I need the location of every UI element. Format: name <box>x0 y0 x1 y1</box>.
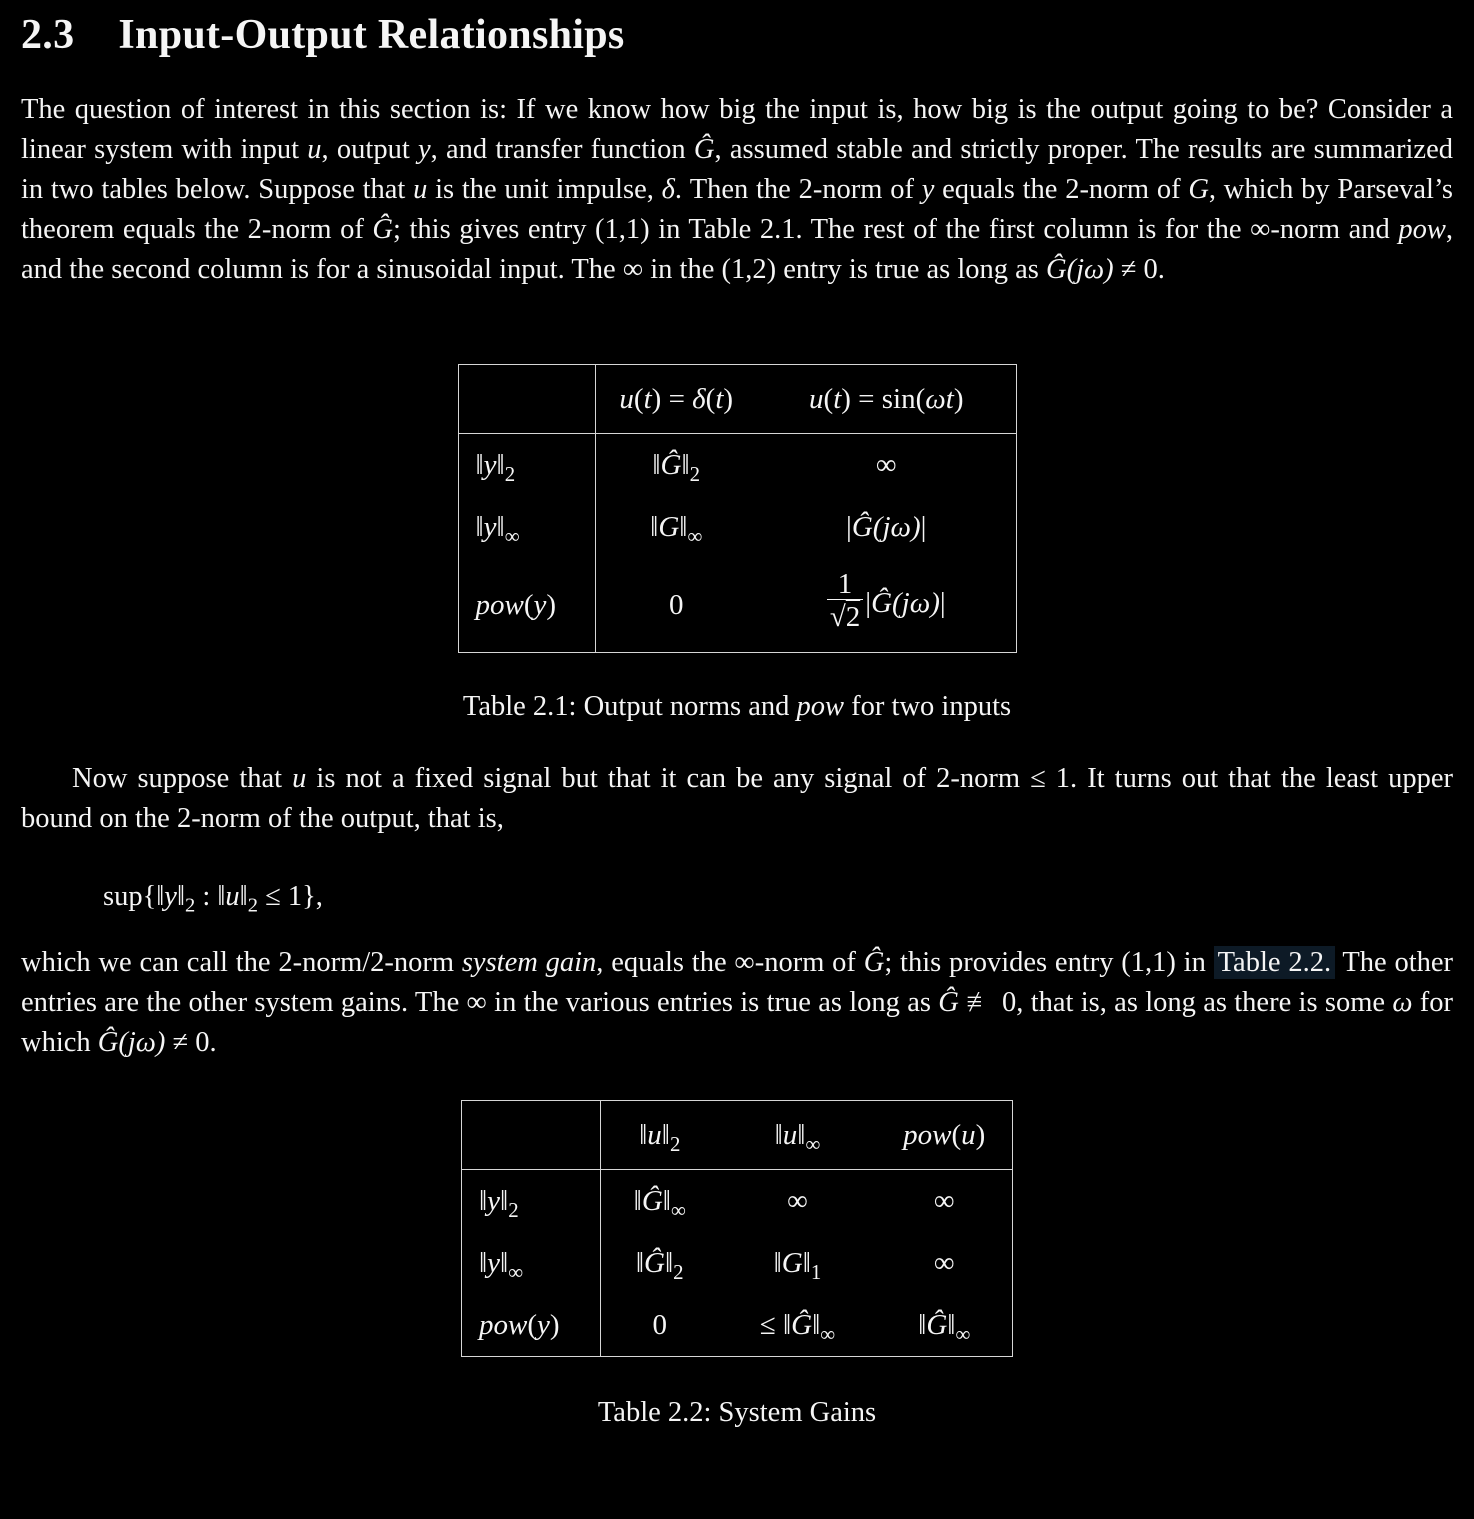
row-label-cell <box>458 496 595 558</box>
text-segment: 2 <box>504 461 516 486</box>
table-2-2 <box>461 1100 1013 1357</box>
table-corner-cell <box>462 1101 601 1170</box>
table-header-row <box>458 365 1016 434</box>
text-segment: y <box>417 134 431 165</box>
text-segment: ‖ <box>635 1247 645 1280</box>
table-row <box>462 1294 1013 1357</box>
table-cell <box>719 1170 877 1233</box>
table-cell <box>757 496 1016 558</box>
text-segment: ∞ <box>805 1132 821 1157</box>
table-row <box>462 1232 1013 1294</box>
table-cell <box>719 1294 877 1357</box>
text-segment: Ĝ <box>641 1185 663 1218</box>
table-header-row <box>462 1101 1013 1170</box>
text-segment: ‖ <box>633 1185 642 1218</box>
text-segment: 1 <box>810 1260 822 1285</box>
text-segment: y <box>164 881 177 913</box>
text-segment: δ <box>661 174 675 205</box>
text-segment: ( <box>823 383 834 415</box>
text-segment: ‖ <box>783 1309 792 1342</box>
text-segment: ∞ <box>687 523 703 548</box>
text-segment: δ <box>692 383 706 415</box>
row-label-cell <box>462 1294 601 1357</box>
text-segment: ≢ 0, that is, as long as there is some <box>958 987 1393 1019</box>
column-header-cell <box>719 1101 877 1170</box>
text-segment: u <box>619 383 634 415</box>
text-segment: ω <box>1392 987 1413 1019</box>
text-segment: ∞ <box>933 1185 955 1218</box>
text-segment: ‖ <box>479 1247 488 1280</box>
table-row <box>462 1170 1013 1233</box>
text-segment: ‖ <box>797 1119 806 1152</box>
table-cell <box>757 434 1016 497</box>
text-segment: sup{ <box>103 881 157 913</box>
table-2-2-link[interactable]: Table 2.2. <box>1214 946 1335 979</box>
section-number: 2.3 <box>21 12 75 58</box>
text-segment: ( <box>523 589 534 622</box>
text-segment: Ĝ(jω) <box>871 586 940 619</box>
text-segment: u <box>307 134 322 165</box>
text-segment: ≤ <box>759 1309 783 1342</box>
text-segment: ‖ <box>479 1185 488 1218</box>
text-segment: Ĝ <box>926 1309 948 1342</box>
text-segment: pow <box>479 1309 528 1342</box>
text-segment: Table 2.1: Output norms and <box>462 691 797 723</box>
text-segment: ≤ 1}, <box>257 881 323 913</box>
text-segment: ∞ <box>875 449 897 481</box>
text-segment: , output <box>321 134 418 165</box>
text-segment: Ĝ(jω) <box>1046 254 1114 285</box>
text-segment: y <box>487 1185 501 1218</box>
text-segment: ∞ <box>933 1247 955 1280</box>
table-row <box>458 558 1016 653</box>
text-segment: y <box>483 511 497 543</box>
text-segment: t <box>715 383 724 415</box>
text-segment: G <box>1188 174 1209 205</box>
text-segment: u <box>292 763 307 795</box>
text-segment: 2 <box>689 461 701 486</box>
text-segment: ∞ <box>670 1198 686 1223</box>
text-segment: ωt <box>925 383 954 415</box>
text-segment: ≠ 0. <box>165 1027 217 1059</box>
text-segment: | <box>865 586 872 619</box>
text-segment: 0 <box>669 589 684 622</box>
text-segment: 2 <box>247 894 258 917</box>
table-cell <box>595 496 757 558</box>
row-label-cell <box>462 1170 601 1233</box>
row-label-cell <box>458 434 595 497</box>
text-segment: ‖ <box>665 1247 674 1280</box>
text-segment: ‖ <box>217 881 226 913</box>
text-segment: y <box>483 449 497 481</box>
radical-sign: √ <box>829 601 846 634</box>
text-segment: ‖ <box>176 881 185 913</box>
text-segment: which we can call the 2-norm/2-norm <box>21 947 462 979</box>
text-segment: G <box>658 511 680 543</box>
table-cell <box>757 558 1016 653</box>
text-segment: ) <box>546 589 557 622</box>
text-segment: ( <box>633 383 644 415</box>
text-segment: ∞ <box>955 1322 971 1347</box>
text-segment: , which by Parseval’s theorem equals the 2-norm of <box>21 174 1453 245</box>
column-header-cell <box>595 365 757 434</box>
text-segment: , and transfer function <box>430 134 694 165</box>
text-segment: Ĝ(jω) <box>97 1027 166 1059</box>
row-label-cell <box>458 558 595 653</box>
text-segment: pow <box>796 691 845 723</box>
text-segment: | <box>920 511 927 543</box>
table-cell <box>601 1232 719 1294</box>
table-2-2-caption <box>21 1393 1453 1433</box>
text-segment: Ĝ <box>791 1309 813 1342</box>
text-segment: ‖ <box>812 1309 821 1342</box>
text-segment: Ĝ <box>372 214 394 245</box>
text-segment: ‖ <box>650 511 659 543</box>
text-segment: ‖ <box>679 511 688 543</box>
text-segment: ≠ 0. <box>1113 254 1165 285</box>
text-segment: is the unit impulse, <box>427 174 662 205</box>
paragraph-3 <box>21 943 1453 1063</box>
column-header-cell <box>877 1101 1013 1170</box>
text-segment: t <box>643 383 652 415</box>
text-segment: equals the 2-norm of <box>934 174 1189 205</box>
table-row <box>458 434 1016 497</box>
text-segment: 2 <box>673 1260 684 1285</box>
text-segment: Ĝ <box>644 1247 665 1280</box>
text-segment: pow <box>903 1119 952 1152</box>
text-segment: 2 <box>669 1132 681 1157</box>
text-segment: ) <box>549 1309 560 1342</box>
text-segment: Now suppose that <box>72 763 293 795</box>
text-segment: , assumed stable and strictly proper. The results are summarized in two tables below. Suppose that <box>21 134 1453 205</box>
text-segment: ‖ <box>774 1119 783 1152</box>
text-segment: 2 <box>508 1198 519 1223</box>
text-segment: ) = <box>651 383 693 415</box>
text-segment: Ĝ <box>863 947 885 979</box>
text-segment: ( <box>527 1309 538 1342</box>
text-segment: y <box>487 1247 501 1280</box>
text-segment: ‖ <box>947 1309 956 1342</box>
column-header-cell <box>601 1101 719 1170</box>
text-segment: ‖ <box>475 511 484 543</box>
text-segment: ) <box>975 1119 986 1152</box>
text-segment: ‖ <box>662 1185 671 1218</box>
text-segment: | <box>846 511 852 543</box>
text-segment: 0 <box>652 1309 667 1342</box>
table-cell <box>601 1294 719 1357</box>
text-segment: ) <box>953 383 964 415</box>
text-segment: ‖ <box>475 449 484 481</box>
text-segment: y <box>533 589 547 622</box>
text-segment: system gain <box>461 947 597 979</box>
text-segment: ‖ <box>239 881 248 913</box>
text-segment: ( <box>705 383 716 415</box>
text-segment: for which <box>21 987 1453 1059</box>
text-segment: ( <box>951 1119 962 1152</box>
text-segment: ) = sin( <box>841 383 926 415</box>
text-segment: ‖ <box>500 1185 509 1218</box>
text-segment: ‖ <box>802 1247 811 1280</box>
table-2-1 <box>458 364 1017 653</box>
text-segment: ; this gives entry (1,1) in Table 2.1. The rest of the first column is for the ∞-norm and <box>393 214 1399 245</box>
text-segment: ) <box>723 383 734 415</box>
text-segment: t <box>833 383 842 415</box>
text-segment: u <box>961 1119 976 1152</box>
display-equation <box>103 877 1453 917</box>
text-segment: u <box>782 1119 798 1152</box>
column-header-cell <box>757 365 1016 434</box>
table-cell <box>877 1170 1013 1233</box>
text-segment: ∞ <box>787 1185 808 1218</box>
text-segment: pow <box>475 589 524 622</box>
text-segment: u <box>647 1119 662 1152</box>
text-segment: for two inputs <box>844 691 1012 723</box>
text-segment: pow <box>1398 214 1446 245</box>
fraction: $\frac{1}{√2}$ <box>827 569 863 635</box>
text-segment: ‖ <box>681 449 690 481</box>
text-segment: Ĝ(jω) <box>851 511 921 543</box>
text-segment: ‖ <box>652 449 661 481</box>
table-2-1-caption <box>21 687 1453 727</box>
table-cell <box>877 1232 1013 1294</box>
text-segment: u <box>809 383 824 415</box>
table-corner-cell <box>458 365 595 434</box>
text-segment: : <box>195 881 218 913</box>
text-segment: Ĝ <box>660 449 682 481</box>
paragraph-2 <box>21 759 1453 839</box>
text-segment: | <box>939 586 946 619</box>
text-segment: ∞ <box>504 523 520 548</box>
text-segment: y <box>537 1309 550 1342</box>
text-segment: y <box>921 174 935 205</box>
text-segment: u <box>413 174 428 205</box>
text-segment: 2 <box>184 894 196 917</box>
text-segment: ‖ <box>918 1309 927 1342</box>
text-segment: ‖ <box>500 1247 509 1280</box>
table-cell <box>601 1170 719 1233</box>
text-segment: ; this provides entry (1,1) in <box>884 947 1214 979</box>
paragraph-1 <box>21 90 1453 290</box>
table-row <box>458 496 1016 558</box>
text-segment: Table 2.2: System Gains <box>597 1397 877 1429</box>
text-segment: The question of interest in this section is: If we know how big the input is, how big is the output going to be? Consider a linear system with input <box>21 94 1453 165</box>
text-segment: Ĝ <box>693 134 715 165</box>
text-segment: G <box>781 1247 803 1280</box>
text-segment: . Then the 2-norm of <box>674 174 922 205</box>
text-segment: ‖ <box>496 511 505 543</box>
text-segment: ‖ <box>496 449 505 481</box>
text-segment: ∞ <box>508 1260 524 1285</box>
text-segment: The other entries are the other system gains. The ∞ in the various entries is true as long as <box>21 947 1454 1019</box>
row-label-cell <box>462 1232 601 1294</box>
text-segment: ‖ <box>773 1247 782 1280</box>
section-heading <box>21 0 1453 60</box>
table-cell <box>595 558 757 653</box>
text-segment: ‖ <box>661 1119 670 1152</box>
text-segment: ‖ <box>639 1119 648 1152</box>
text-segment: Ĝ <box>938 987 959 1019</box>
text-segment: ‖ <box>156 881 165 913</box>
section-title: Input-Output Relationships <box>118 12 625 58</box>
table-cell <box>719 1232 877 1294</box>
text-segment: is not a fixed signal but that it can be any signal of 2-norm ≤ 1. It turns out that the least upper bound on the 2-norm of the output, that is, <box>21 763 1453 835</box>
text-segment: ∞ <box>820 1322 836 1347</box>
text-segment: , equals the ∞-norm of <box>596 947 864 979</box>
text-segment: , and the second column is for a sinusoidal input. The ∞ in the (1,2) entry is true as long as <box>21 214 1453 285</box>
table-cell <box>595 434 757 497</box>
text-segment: u <box>225 881 240 913</box>
table-cell <box>877 1294 1013 1357</box>
